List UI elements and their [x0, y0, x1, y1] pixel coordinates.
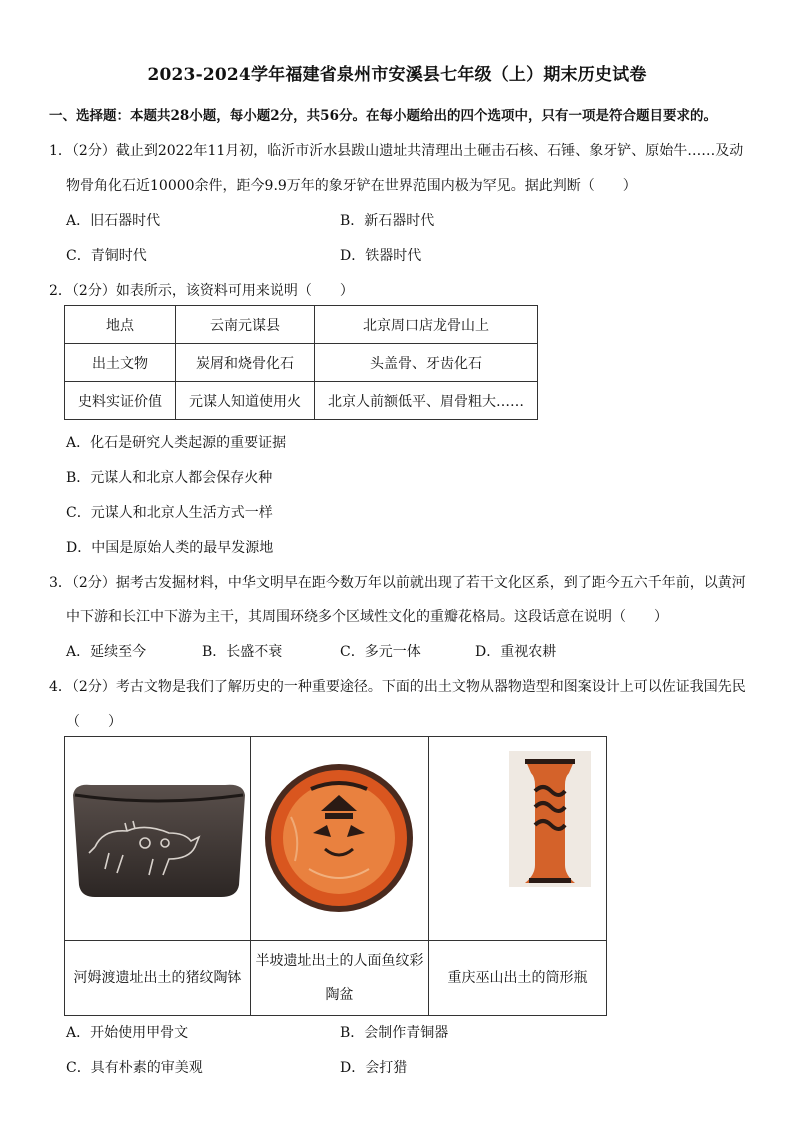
q4-stem-line1: 4．（2分）考古文物是我们了解历史的一种重要途径。下面的出土文物从器物造型和图案设计上可以佐证我国先民: [49, 679, 746, 695]
table-row: [65, 344, 538, 382]
q3-option-b[interactable]: B．长盛不衰: [202, 644, 283, 660]
cylinder-vase-image: [429, 737, 606, 936]
section-heading: 一、选择题：本题共28小题，每小题2分，共56分。在每小题给出的四个选项中，只有一项是符合题目要求的。: [49, 108, 717, 124]
q3-stem-line2: 中下游和长江中下游为主干，其周围环绕多个区域性文化的重瓣花格局。这段话意在说明（ ）: [66, 609, 668, 625]
table-cell: 头盖骨、牙齿化石: [315, 344, 538, 382]
table-row: [65, 306, 538, 344]
table-cell: 史料实证价值: [65, 382, 176, 420]
q2-option-c[interactable]: C．元谋人和北京人生活方式一样: [66, 505, 273, 521]
q1-stem-line2: 物骨角化石近10000余件，距今9.9万年的象牙铲在世界范围内极为罕见。据此判断（ ）: [66, 178, 637, 194]
q3-option-c[interactable]: C．多元一体: [340, 644, 421, 660]
table-cell: 北京周口店龙骨山上: [315, 306, 538, 344]
table-row: [65, 941, 607, 1016]
artifact-caption-2: [251, 941, 429, 1016]
artifact-cell-2: [251, 737, 429, 941]
table-cell: 云南元谋县: [176, 306, 315, 344]
table-cell: 出土文物: [65, 344, 176, 382]
q3-option-d[interactable]: D．重视农耕: [475, 644, 557, 660]
q2-table: [64, 305, 538, 420]
artifact-caption-2-line1: 半坡遗址出土的人面鱼纹彩: [255, 953, 424, 969]
artifact-caption-3: 重庆巫山出土的筒形瓶: [429, 941, 607, 1016]
q1-option-b[interactable]: B．新石器时代: [340, 213, 435, 229]
q2-option-b[interactable]: B．元谋人和北京人都会保存火种: [66, 470, 273, 486]
q2-option-d[interactable]: D．中国是原始人类的最早发源地: [66, 540, 274, 556]
q1-option-c[interactable]: C．青铜时代: [66, 248, 147, 264]
artifact-cell-1: [65, 737, 251, 941]
table-cell: 北京人前额低平、眉骨粗大……: [315, 382, 538, 420]
q1-option-d[interactable]: D．铁器时代: [340, 248, 422, 264]
table-cell: 炭屑和烧骨化石: [176, 344, 315, 382]
q4-stem-line2: （ ）: [66, 714, 122, 730]
artifact-caption-2-line2: 陶盆: [325, 987, 354, 1003]
table-cell: 地点: [65, 306, 176, 344]
q4-artifact-table: [64, 736, 607, 1016]
q2-option-a[interactable]: A．化石是研究人类起源的重要证据: [66, 435, 287, 451]
face-fish-basin-image: [251, 737, 428, 936]
artifact-cell-3: [429, 737, 607, 941]
q4-option-a[interactable]: A．开始使用甲骨文: [66, 1025, 189, 1041]
q3-stem-line1: 3．（2分）据考古发掘材料，中华文明早在距今数万年以前就出现了若干文化区系，到了距今五六千年前，以黄河: [49, 575, 746, 591]
q2-stem: 2．（2分）如表所示，该资料可用来说明（ ）: [49, 283, 354, 299]
exam-title: 2023-2024学年福建省泉州市安溪县七年级（上）期末历史试卷: [147, 65, 647, 85]
q4-option-c[interactable]: C．具有朴素的审美观: [66, 1060, 203, 1076]
table-cell: 元谋人知道使用火: [176, 382, 315, 420]
artifact-caption-1: 河姆渡遗址出土的猪纹陶钵: [65, 941, 251, 1016]
table-row: [65, 737, 607, 941]
q1-option-a[interactable]: A．旧石器时代: [66, 213, 161, 229]
q4-option-b[interactable]: B．会制作青铜器: [340, 1025, 449, 1041]
q3-option-a[interactable]: A．延续至今: [66, 644, 147, 660]
q1-stem-line1: 1．（2分）截止到2022年11月初，临沂市沂水县跋山遗址共清理出土砸击石核、石锤、象牙铲、原始牛……及动: [49, 143, 744, 159]
q4-option-d[interactable]: D．会打猎: [340, 1060, 408, 1076]
pig-pattern-bowl-image: [65, 737, 250, 936]
table-row: [65, 382, 538, 420]
